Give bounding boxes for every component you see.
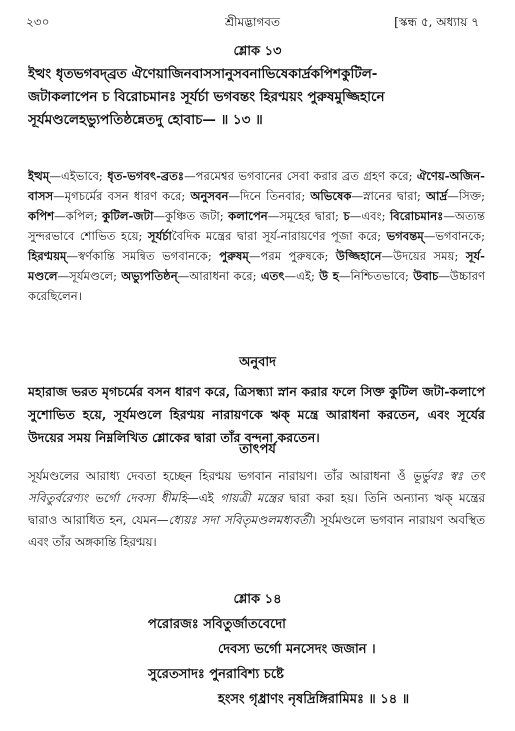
dhyeya-quote: ধ্যেয়ঃ সদা সবিতৃমণ্ডলমধ্যবর্তী bbox=[168, 513, 312, 527]
purport-text-3: দ্বারা করা হয়। তিনি অন্যান্য ঋক্ মন্ত্রের দ্বারাও আরাধিত হন, যেমন— bbox=[28, 491, 485, 527]
page-header bbox=[26, 14, 479, 32]
synonym-meaning: —মৃগচর্মের বসন ধারণ করে; bbox=[53, 189, 191, 203]
synonym-meaning: —সূর্যমণ্ডলে; bbox=[57, 269, 122, 283]
synonym-meaning: —স্নানের দ্বারা; bbox=[351, 189, 427, 203]
translation-heading: অনুবাদ bbox=[239, 355, 276, 370]
purport-text bbox=[28, 465, 485, 553]
synonym-word: ইত্থম্ bbox=[28, 169, 50, 183]
synonym-word: অভিষেক bbox=[310, 189, 352, 203]
synonym-meaning: —পরমেশ্বর ভগবানের সেবা করার ব্রত গ্রহণ করে; bbox=[184, 169, 417, 183]
word-meanings bbox=[28, 166, 485, 306]
synonym-word: সূর্যর্চা bbox=[147, 229, 172, 243]
synonym-meaning: —সিক্ত; bbox=[447, 189, 485, 203]
chapter-reference: [স্কন্ধ ৫, অধ্যায় ৭ bbox=[394, 15, 479, 29]
verse-13-text bbox=[28, 63, 485, 132]
synonym-word: অনুসবন bbox=[190, 189, 229, 203]
translation-text: মহারাজ ভরত মৃগচর্মের বসন ধারণ করে, ত্রিসন্ধ্যা স্নান করার ফলে সিক্ত কুটিল জটা-কলাপে সুশোভিত হয়ে, সূর্যমণ্ডলে হিরণ্ময় নারায়ণকে ঋক্ মন্ত্রে আরাধনা করতেন, এবং সূর্যের উদয়ের সময় নিম্নলিখিত শ্লোকের দ্বারা তাঁর বন্দনা করতেন। bbox=[28, 384, 485, 445]
synonym-meaning: —এইভাবে; bbox=[49, 169, 108, 183]
synonym-word: পুরুষম্ bbox=[219, 249, 249, 263]
verse-14-line: হংসং গৃধ্রাণং নৃষদ্রিঙ্গিরামিমঃ ॥ ১৪ ॥ bbox=[218, 692, 410, 707]
synonym-word: হিরণ্ময়ম্ bbox=[28, 249, 67, 263]
synonym-word: উ হ bbox=[319, 269, 339, 283]
synonym-meaning: —স্বর্ণকান্তি সমন্বিত ভগবানকে; bbox=[66, 249, 220, 263]
synonym-word: কলাপেন bbox=[228, 209, 268, 223]
synonym-word: চ bbox=[343, 209, 350, 223]
synonym-meaning: —উদয়ের সময়; bbox=[381, 249, 466, 263]
verse-14-line: পরোরজঃ সবিতুর্জাতবেদো bbox=[148, 617, 286, 632]
synonym-word: উবাচ bbox=[413, 269, 439, 283]
book-title: শ্রীমদ্ভাগবত bbox=[224, 15, 280, 29]
synonym-word: অভ্যুপতিষ্ঠন্ bbox=[121, 269, 178, 283]
synonym-word: উজ্জিহানে bbox=[335, 249, 382, 263]
verse-14-line: দেবস্য ভর্গো মনসেদং জজান । bbox=[218, 642, 376, 657]
synonym-word: ধৃত-ভগবৎ-ব্রতঃ bbox=[107, 169, 185, 183]
verse-14-heading: শ্লোক ১৪ bbox=[233, 592, 282, 607]
synonym-word: সূর্য-মণ্ডলে bbox=[28, 249, 485, 283]
verse-14-text bbox=[0, 612, 515, 712]
purport-text-2: —এই bbox=[186, 491, 221, 505]
synonym-meaning: —উচ্চারণ করেছিলেন। bbox=[28, 269, 485, 303]
synonym-meaning: —আরাধনা করে; bbox=[177, 269, 261, 283]
verse-13-line: জটাকলাপেন চ বিরোচমানঃ সূর্যর্চা ভগবন্তং হিরণ্ময়ং পুরুষমুজ্জিহানে bbox=[28, 89, 385, 105]
synonym-word: আর্দ্র bbox=[426, 189, 448, 203]
purport-text-1: সূর্যমণ্ডলের আরাধ্য দেবতা হচ্ছেন হিরণ্ময় ভগবান নারায়ণ। তাঁর আরাধনা ওঁ bbox=[28, 469, 413, 483]
gayatri-mantra-name: গায়ত্রী মন্ত্রের bbox=[220, 491, 283, 505]
verse-13-heading: শ্লোক ১৩ bbox=[233, 44, 282, 59]
verse-13-line: সূর্যমণ্ডলেহভ্যুপতিষ্ঠন্নেতদু হোবাচ— ॥ ১৩ ॥ bbox=[28, 112, 263, 128]
page-number: ২৩০ bbox=[26, 15, 50, 29]
synonym-word: এতৎ bbox=[260, 269, 285, 283]
synonym-meaning: —দিনে তিনবার; bbox=[228, 189, 311, 203]
synonym-meaning: —কুঞ্চিত জটা; bbox=[153, 209, 229, 223]
synonym-word: বিরোচমানঃ bbox=[389, 209, 444, 223]
synonym-meaning: —নিশ্চিতভাবে; bbox=[338, 269, 414, 283]
synonym-meaning: বৈদিক মন্ত্রের দ্বারা সূর্য-নারায়ণের পূজা করে; bbox=[171, 229, 387, 243]
purport-text-4: । সূর্যমণ্ডলে ভগবান নারায়ণ অবস্থিত এবং তাঁর অঙ্গকান্তি হিরণ্ময়। bbox=[28, 513, 485, 549]
gayatri-mantra: ভূর্ভুবঃ স্বঃ তৎ সবিতুর্বরেণ্যং ভর্গো দেবস্য ধীমহি bbox=[28, 469, 486, 505]
synonym-word: কপিশ bbox=[28, 209, 55, 223]
verse-13-line: ইত্থং ধৃতভগবদ্‌ব্রত ঐণেয়াজিনবাসসানুসবনাভিষেকার্দ্রকপিশকুটিল- bbox=[28, 66, 378, 82]
synonym-meaning: —এই; bbox=[284, 269, 320, 283]
synonym-meaning: —পরম পুরুষকে; bbox=[248, 249, 336, 263]
synonym-word: ভগবন্তম্ bbox=[386, 229, 424, 243]
synonym-meaning: —কপিল; bbox=[54, 209, 103, 223]
synonym-meaning: —অত্যন্ত সুন্দরভাবে শোভিত হয়ে; bbox=[28, 209, 485, 243]
synonym-meaning: —ভগবানকে; bbox=[423, 229, 485, 243]
synonym-word: ঐণেয়-অজিন-বাসস bbox=[28, 169, 485, 203]
synonym-meaning: —এবং; bbox=[349, 209, 390, 223]
verse-14-line: সুরেতসাদঃ পুনরাবিশ্য চষ্টে bbox=[148, 667, 284, 682]
purport-heading: তাৎপর্য bbox=[239, 442, 276, 457]
synonym-meaning: —সমূহের দ্বারা; bbox=[267, 209, 344, 223]
synonym-word: কুটিল-জটা bbox=[102, 209, 154, 223]
